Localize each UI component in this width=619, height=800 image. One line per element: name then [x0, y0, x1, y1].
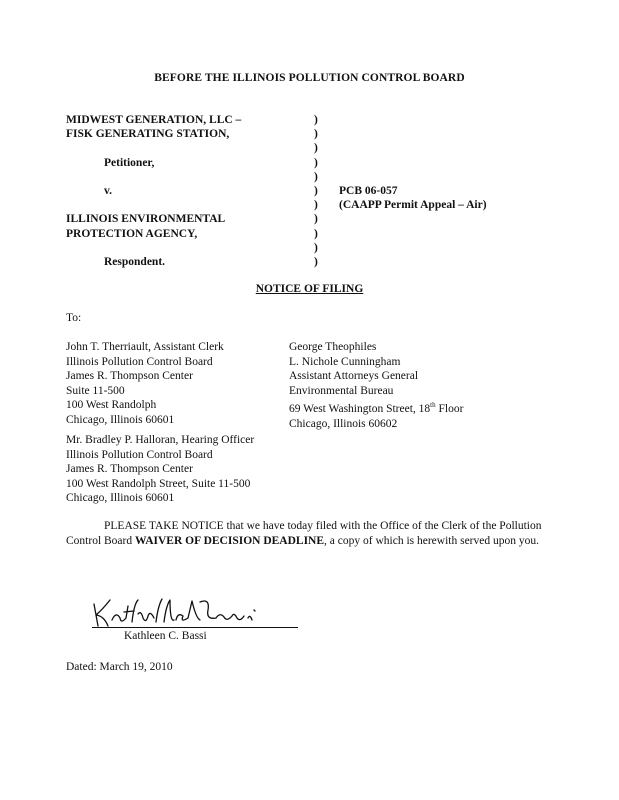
dated-line: Dated: March 19, 2010 — [66, 661, 173, 673]
floor-text: Floor — [435, 403, 464, 416]
respondent-name-line-2: PROTECTION AGENCY, — [66, 228, 198, 240]
addressee-hearing-officer — [66, 433, 254, 506]
caption-paren: ) — [314, 142, 318, 154]
address-line: 100 West Randolph — [66, 399, 157, 412]
caption-paren: ) — [314, 199, 318, 211]
address-line: Environmental Bureau — [289, 384, 394, 397]
petitioner-label: Petitioner, — [104, 157, 155, 169]
to-label: To: — [66, 312, 82, 324]
addressee-attorneys — [289, 340, 463, 431]
addressee-clerk — [66, 340, 224, 428]
paragraph-text: PLEASE TAKE NOTICE that we have today filed with the Office of the Clerk of the Pollution Control Board — [66, 520, 542, 547]
caption-paren: ) — [314, 114, 318, 126]
caption-paren: ) — [314, 157, 318, 169]
address-line: Assistant Attorneys General — [289, 370, 419, 383]
address-line: Mr. Bradley P. Halloran, Hearing Officer — [66, 434, 255, 446]
filed-document-title: WAIVER OF DECISION DEADLINE — [135, 535, 325, 547]
address-line: Suite 11-500 — [66, 384, 125, 397]
caption-paren: ) — [314, 213, 318, 225]
street-text: 69 West Washington Street, 18 — [289, 403, 431, 416]
address-line: Chicago, Illinois 60602 — [289, 417, 398, 430]
petitioner-name-line-1: MIDWEST GENERATION, LLC – — [66, 114, 242, 126]
signer-name: Kathleen C. Bassi — [124, 630, 207, 642]
caption-paren: ) — [314, 256, 318, 268]
caption-paren: ) — [314, 128, 318, 140]
address-line: George Theophiles — [289, 341, 377, 353]
petitioner-name-line-2: FISK GENERATING STATION, — [66, 128, 230, 140]
document-title: BEFORE THE ILLINOIS POLLUTION CONTROL BOARD — [154, 72, 465, 84]
notice-paragraph — [66, 519, 546, 549]
address-line — [289, 398, 463, 416]
caption-paren: ) — [314, 228, 318, 240]
address-line: 100 West Randolph Street, Suite 11-500 — [66, 477, 251, 490]
case-number: PCB 06-057 — [339, 185, 398, 197]
signature-line — [92, 627, 298, 628]
caption-paren: ) — [314, 171, 318, 183]
ordinal-suffix: th — [430, 401, 436, 410]
address-line: John T. Therriault, Assistant Clerk — [66, 341, 224, 353]
notice-title: NOTICE OF FILING — [255, 283, 364, 295]
respondent-label: Respondent. — [104, 256, 166, 268]
caption-paren: ) — [314, 242, 318, 254]
case-type: (CAAPP Permit Appeal – Air) — [339, 199, 487, 211]
address-line: Illinois Pollution Control Board — [66, 355, 213, 368]
address-line: Chicago, Illinois 60601 — [66, 492, 175, 505]
address-line: James R. Thompson Center — [66, 463, 193, 476]
versus: v. — [104, 185, 112, 197]
address-line: Chicago, Illinois 60601 — [66, 413, 175, 426]
address-line: Illinois Pollution Control Board — [66, 448, 213, 461]
address-line: James R. Thompson Center — [66, 370, 193, 383]
caption-paren: ) — [314, 185, 318, 197]
address-line: L. Nichole Cunningham — [289, 355, 401, 368]
respondent-name-line-1: ILLINOIS ENVIRONMENTAL — [66, 213, 226, 225]
paragraph-text-end: , a copy of which is herewith served upon you. — [324, 535, 539, 547]
